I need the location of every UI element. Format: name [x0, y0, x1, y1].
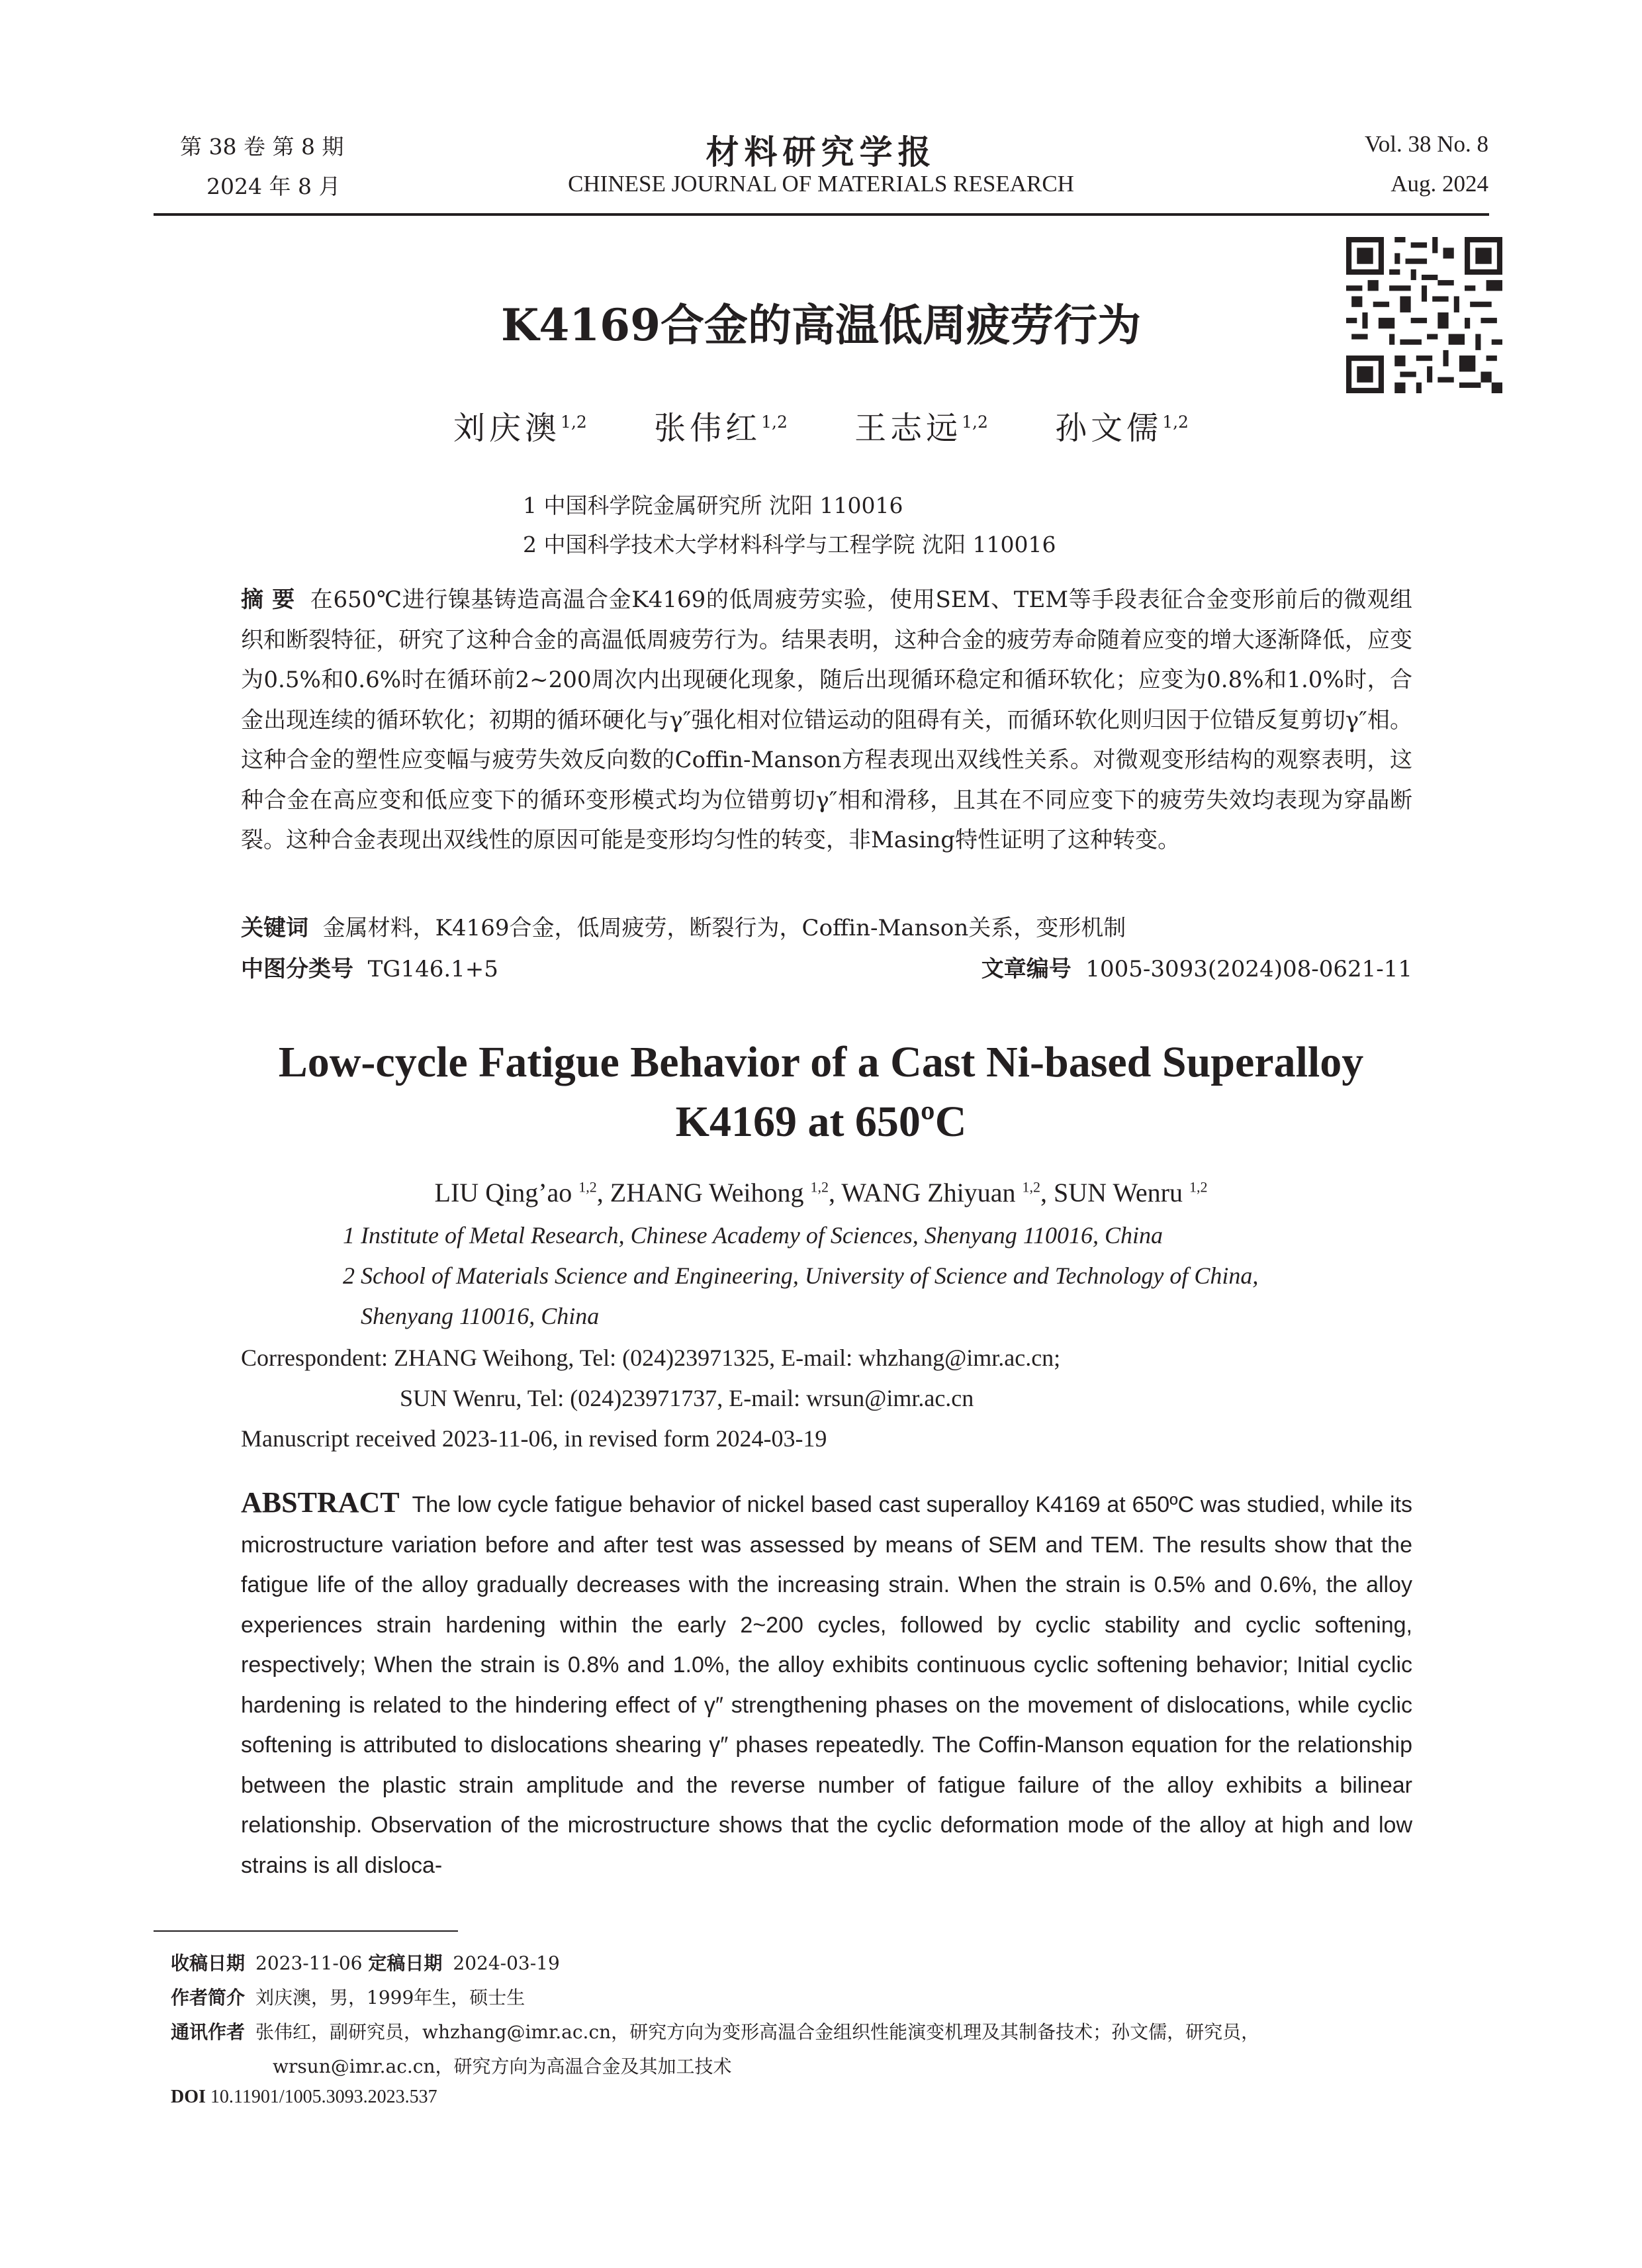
correspondent-line: Correspondent: ZHANG Weihong, Tel: (024)23971325, E-mail: whzhang@imr.ac.cn;	[241, 1345, 1061, 1371]
date-en: Aug. 2024	[1391, 171, 1488, 197]
volume-issue-cn: 第 38 卷 第 8 期	[180, 134, 344, 160]
classification-number: 中图分类号 TG146.1+5	[241, 956, 498, 982]
abstract-cn	[241, 580, 1412, 861]
abstract-cn-label: 摘 要	[241, 587, 295, 613]
author-en: WANG Zhiyuan $^{1,2}$,	[841, 1178, 1048, 1207]
doi-line: DOI 10.11901/1005.3093.2023.537	[171, 2087, 437, 2107]
affiliation-en: 2 School of Materials Science and Engineering, University of Science and Technology of China,	[343, 1262, 1259, 1289]
footnote-received: 收稿日期 2023-11-06 定稿日期 2024-03-19	[171, 1952, 560, 1974]
header-rule	[154, 213, 1489, 216]
author-en: SUN Wenru $^{1,2}$	[1054, 1178, 1208, 1207]
keywords-cn	[241, 910, 1412, 942]
abstract-en-label: ABSTRACT	[241, 1486, 400, 1519]
footnote-rule	[154, 1930, 458, 1932]
journal-title-en: CHINESE JOURNAL OF MATERIALS RESEARCH	[568, 171, 1074, 197]
correspondent-line: SUN Wenru, Tel: (024)23971737, E-mail: wrsun@imr.ac.cn	[400, 1385, 974, 1411]
author-cn: 孙文儒$^{1,2}$	[1055, 410, 1189, 447]
affiliation-en: 1 Institute of Metal Research, Chinese Academy of Sciences, Shenyang 110016, China	[343, 1222, 1163, 1249]
article-number: 文章编号 1005-3093(2024)08-0621-11	[981, 956, 1412, 982]
author-list-cn	[0, 402, 1642, 448]
author-en: ZHANG Weihong $^{1,2}$,	[610, 1178, 835, 1207]
footnote-corresponding: 通讯作者 张伟红，副研究员，whzhang@imr.ac.cn，研究方向为变形高温合金组织性能演变机理及其制备技术；孙文儒，研究员，	[171, 2021, 1260, 2043]
journal-title-cn: 材料研究学报	[706, 132, 936, 171]
keywords-text: 金属材料，K4169合金，低周疲劳，断裂行为，Coffin-Manson关系，变形机制	[322, 915, 1126, 941]
volume-issue-en: Vol. 38 No. 8	[1364, 131, 1488, 157]
footnote-author: 作者简介 刘庆澳，男，1999年生，硕士生	[171, 1987, 525, 2008]
abstract-en	[241, 1483, 1412, 1885]
author-cn: 刘庆澳$^{1,2}$	[453, 410, 587, 447]
keywords-label: 关键词	[241, 915, 308, 941]
abstract-en-text: The low cycle fatigue behavior of nickel based cast superalloy K4169 at 650ºC was studied, while its microstructure variation before and after test was assessed by means of SEM and TEM. The results show that the fatigue life of the alloy gradually decreases with the increasing strain. When the strain is 0.5% and 0.6%, the alloy experiences strain hardening within the early 2~200 cycles, followed by cyclic stability and cyclic softening, respectively; When the strain is 0.8% and 1.0%, the alloy exhibits continuous cyclic softening behavior; Initial cyclic hardening is related to the hindering effect of γ″ strengthening phases on the movement of dislocations, while cyclic softening is attributed to dislocations shearing γ″ phases repeatedly. The Coffin-Manson equation for the relationship between the plastic strain amplitude and the reverse number of fatigue failure of the alloy exhibits a bilinear relationship. Observation of the microstructure shows that the cyclic deformation mode of the alloy at high and low strains is all disloca-	[241, 1492, 1413, 1878]
author-cn: 张伟红$^{1,2}$	[654, 410, 788, 447]
author-cn: 王志远$^{1,2}$	[854, 410, 988, 447]
abstract-cn-text: 在650℃进行镍基铸造高温合金K4169的低周疲劳实验，使用SEM、TEM等手段表征合金变形前后的微观组织和断裂特征，研究了这种合金的高温低周疲劳行为。结果表明，这种合金的疲劳寿命随着应变的增大逐渐降低，应变为0.5%和0.6%时在循环前2~200周次内出现硬化现象，随后出现循环稳定和循环软化；应变为0.8%和1.0%时，合金出现连续的循环软化；初期的循环硬化与γ″强化相对位错运动的阻碍有关，而循环软化则归因于位错反复剪切γ″相。这种合金的塑性应变幅与疲劳失效反向数的Coffin-Manson方程表现出双线性关系。对微观变形结构的观察表明，这种合金在高应变和低应变下的循环变形模式均为位错剪切γ″相和滑移，且其在不同应变下的疲劳失效均表现为穿晶断裂。这种合金表现出双线性的原因可能是变形均匀性的转变，非Masing特性证明了这种转变。	[241, 587, 1413, 853]
affiliation-cn: 2 中国科学技术大学材料科学与工程学院 沈阳 110016	[523, 532, 1056, 557]
paper-title-cn: K4169合金的高温低周疲劳行为	[500, 299, 1142, 351]
footnote-corresponding-cont: wrsun@imr.ac.cn，研究方向为高温合金及其加工技术	[273, 2055, 732, 2077]
date-cn: 2024 年 8 月	[206, 173, 341, 199]
author-en: LIU Qing’ao $^{1,2}$,	[434, 1178, 604, 1207]
affiliation-en: Shenyang 110016, China	[361, 1303, 600, 1329]
author-list-en	[0, 1177, 1642, 1208]
affiliation-cn: 1 中国科学院金属研究所 沈阳 110016	[523, 493, 903, 518]
doi-value[interactable]: 10.11901/1005.3093.2023.537	[210, 2087, 437, 2107]
manuscript-received: Manuscript received 2023-11-06, in revised form 2024-03-19	[241, 1425, 827, 1452]
paper-title-en: Low-cycle Fatigue Behavior of a Cast Ni-based Superalloy K4169 at 650ºC	[278, 1038, 1364, 1146]
